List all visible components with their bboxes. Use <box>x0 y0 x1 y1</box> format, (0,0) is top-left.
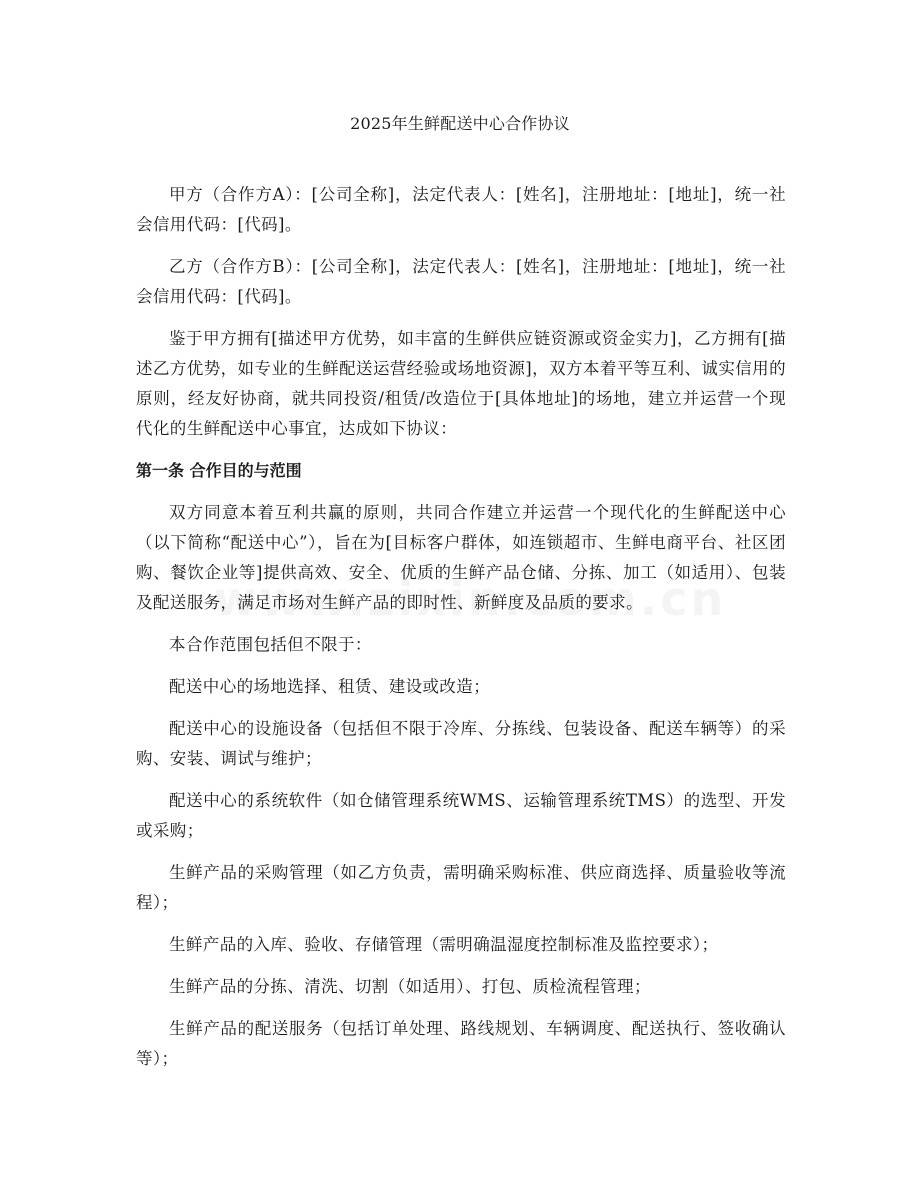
article-1-heading: 第一条 合作目的与范围 <box>136 461 302 480</box>
party-a-paragraph: 甲方（合作方A）：[公司全称]，法定代表人：[姓名]，注册地址：[地址]，统一社会信用代码：[代码]。 <box>136 185 786 234</box>
scope-item: 生鲜产品的配送服务（包括订单处理、路线规划、车辆调度、配送执行、签收确认等）； <box>136 1019 786 1068</box>
party-b-paragraph: 乙方（合作方B）：[公司全称]，法定代表人：[姓名]，注册地址：[地址]，统一社会信用代码：[代码]。 <box>136 257 786 306</box>
document-body <box>136 180 786 1086</box>
scope-item: 生鲜产品的采购管理（如乙方负责，需明确采购标准、供应商选择、质量验收等流程）； <box>136 863 786 912</box>
scope-item: 配送中心的场地选择、租赁、建设或改造； <box>169 677 491 696</box>
document-title: 2025年生鲜配送中心合作协议 <box>350 114 570 133</box>
scope-item: 生鲜产品的入库、验收、存储管理（需明确温湿度控制标准及监控要求）； <box>169 935 719 954</box>
article-1-scope-intro: 本合作范围包括但不限于： <box>169 635 372 654</box>
scope-item: 配送中心的系统软件（如仓储管理系统WMS、运输管理系统TMS）的选型、开发或采购； <box>136 791 786 840</box>
scope-item: 配送中心的设施设备（包括但不限于冷库、分拣线、包装设备、配送车辆等）的采购、安装、调试与维护； <box>136 719 786 768</box>
article-1-purpose-paragraph: 双方同意本着互利共赢的原则，共同合作建立并运营一个现代化的生鲜配送中心（以下简称“配送中心”），旨在为[目标客户群体，如连锁超市、生鲜电商平台、社区团购、餐饮企业等]提供高效、安全、优质的生鲜产品仓储、分拣、加工（如适用）、包装及配送服务，满足市场对生鲜产品的即时性、新鲜度及品质的要求。 <box>136 503 786 612</box>
scope-item: 生鲜产品的分拣、清洗、切割（如适用）、打包、质检流程管理； <box>169 977 651 996</box>
preamble-paragraph: 鉴于甲方拥有[描述甲方优势，如丰富的生鲜供应链资源或资金实力]，乙方拥有[描述乙方优势，如专业的生鲜配送运营经验或场地资源]，双方本着平等互利、诚实信用的原则，经友好协商，就共同投资/租赁/改造位于[具体地址]的场地，建立并运营一个现代化的生鲜配送中心事宜，达成如下协议： <box>136 329 786 438</box>
